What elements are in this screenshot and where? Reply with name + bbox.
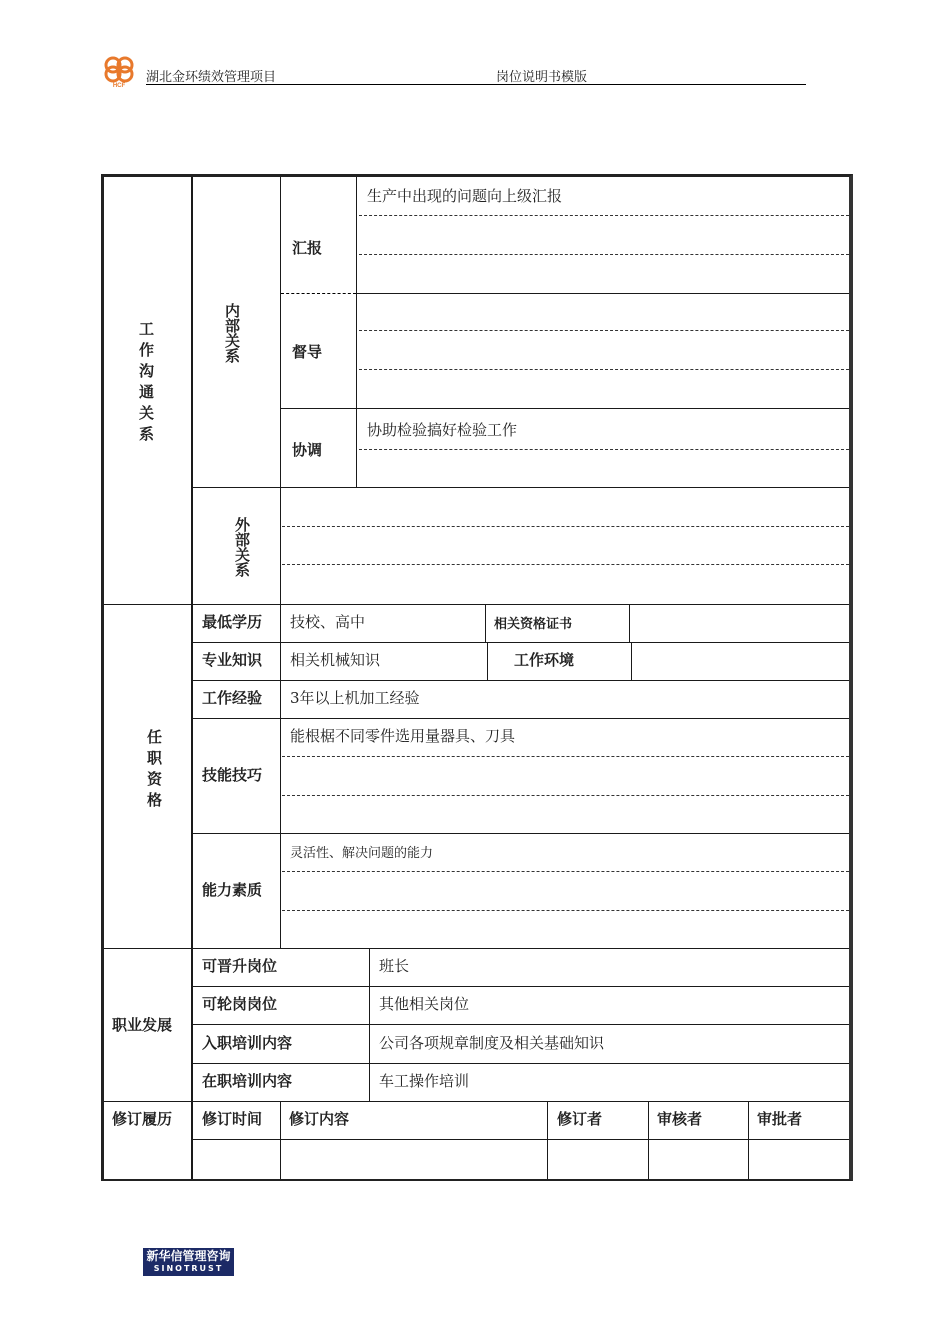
- row-divider: [281, 408, 849, 409]
- external-relation-label: 外部关系: [233, 517, 251, 577]
- column-divider: [280, 1101, 281, 1179]
- rotation-label: 可轮岗岗位: [202, 995, 278, 1013]
- onjob-training-value: 车工操作培训: [379, 1072, 470, 1090]
- row-divider: [357, 293, 849, 294]
- work-environment-label: 工作环境: [514, 651, 575, 669]
- row-divider: [193, 1024, 849, 1025]
- min-education-label: 最低学历: [202, 613, 263, 631]
- ruled-line: [282, 910, 849, 911]
- row-divider: [193, 487, 849, 488]
- promotion-label: 可晋升岗位: [202, 957, 278, 975]
- column-divider: [631, 642, 632, 680]
- skill-value: 能根椐不同零件选用量器具、刀具: [290, 727, 516, 745]
- min-education-value: 技校、高中: [290, 613, 366, 631]
- onboarding-training-value: 公司各项规章制度及相关基础知识: [379, 1034, 605, 1052]
- ruled-line: [282, 756, 849, 757]
- reviser-header: 修订者: [557, 1110, 603, 1128]
- ruled-line: [282, 871, 849, 872]
- column-divider: [648, 1101, 649, 1179]
- supervise-label: 督导: [292, 343, 323, 361]
- checker-header: 审核者: [657, 1110, 703, 1128]
- row-divider: [193, 1063, 849, 1064]
- column-divider: [487, 642, 488, 680]
- certificate-label: 相关资格证书: [494, 617, 573, 632]
- column-divider: [629, 604, 630, 642]
- row-divider: [193, 833, 849, 834]
- internal-relation-label: 内部关系: [223, 303, 241, 363]
- knowledge-label: 专业知识: [202, 651, 263, 669]
- ruled-line: [359, 369, 849, 370]
- coordinate-label: 协调: [292, 441, 323, 459]
- section-divider: [104, 604, 849, 605]
- report-text: 生产中出现的问题向上级汇报: [367, 187, 563, 205]
- column-divider: [485, 604, 486, 642]
- knowledge-value: 相关机械知识: [290, 651, 381, 669]
- ability-value: 灵活性、解决问题的能力: [290, 846, 434, 861]
- qualification-title: 任职资格: [145, 729, 163, 813]
- row-divider: [193, 642, 849, 643]
- approver-header: 审批者: [757, 1110, 803, 1128]
- row-divider-dashed: [281, 293, 356, 294]
- consultancy-logo: [143, 1248, 234, 1276]
- column-divider: [191, 177, 193, 1179]
- revision-title: 修订履历: [112, 1110, 173, 1128]
- career-title: 职业发展: [112, 1016, 173, 1034]
- project-name: 湖北金环绩效管理项目: [146, 70, 277, 85]
- column-divider: [547, 1101, 548, 1179]
- communication-title: 工作沟通关系: [137, 321, 155, 447]
- column-divider: [280, 487, 281, 604]
- ruled-line: [282, 564, 849, 565]
- job-description-table: [101, 174, 853, 1181]
- ruled-line: [359, 449, 849, 450]
- experience-value: 3年以上机加工经验: [290, 689, 420, 707]
- promotion-value: 班长: [379, 957, 410, 975]
- section-divider: [104, 1101, 849, 1102]
- skill-label: 技能技巧: [202, 766, 263, 784]
- coordinate-text: 协助检验搞好检验工作: [367, 421, 518, 439]
- brand-en: SINOTRUST: [153, 1264, 224, 1273]
- onjob-training-label: 在职培训内容: [202, 1072, 293, 1090]
- column-divider: [748, 1101, 749, 1179]
- row-divider: [193, 986, 849, 987]
- report-label: 汇报: [292, 239, 323, 257]
- section-divider: [104, 948, 849, 949]
- logo-text: HCF: [112, 83, 126, 88]
- column-divider: [280, 604, 281, 948]
- onboarding-training-label: 入职培训内容: [202, 1034, 293, 1052]
- ruled-line: [359, 254, 849, 255]
- row-divider: [193, 680, 849, 681]
- rotation-value: 其他相关岗位: [379, 995, 470, 1013]
- revision-content-header: 修订内容: [289, 1110, 350, 1128]
- brand-cn: 新华信管理咨询: [146, 1249, 231, 1263]
- experience-label: 工作经验: [202, 689, 263, 707]
- row-divider: [193, 1139, 849, 1140]
- ruled-line: [359, 215, 849, 216]
- row-divider: [193, 718, 849, 719]
- revision-time-header: 修订时间: [202, 1110, 263, 1128]
- ruled-line: [282, 526, 849, 527]
- company-logo: [101, 54, 137, 88]
- ruled-line: [359, 330, 849, 331]
- document-type: 岗位说明书模版: [496, 70, 588, 85]
- column-divider: [356, 177, 357, 487]
- column-divider: [280, 177, 281, 487]
- header-rule: [146, 84, 806, 85]
- ruled-line: [282, 795, 849, 796]
- ability-label: 能力素质: [202, 881, 263, 899]
